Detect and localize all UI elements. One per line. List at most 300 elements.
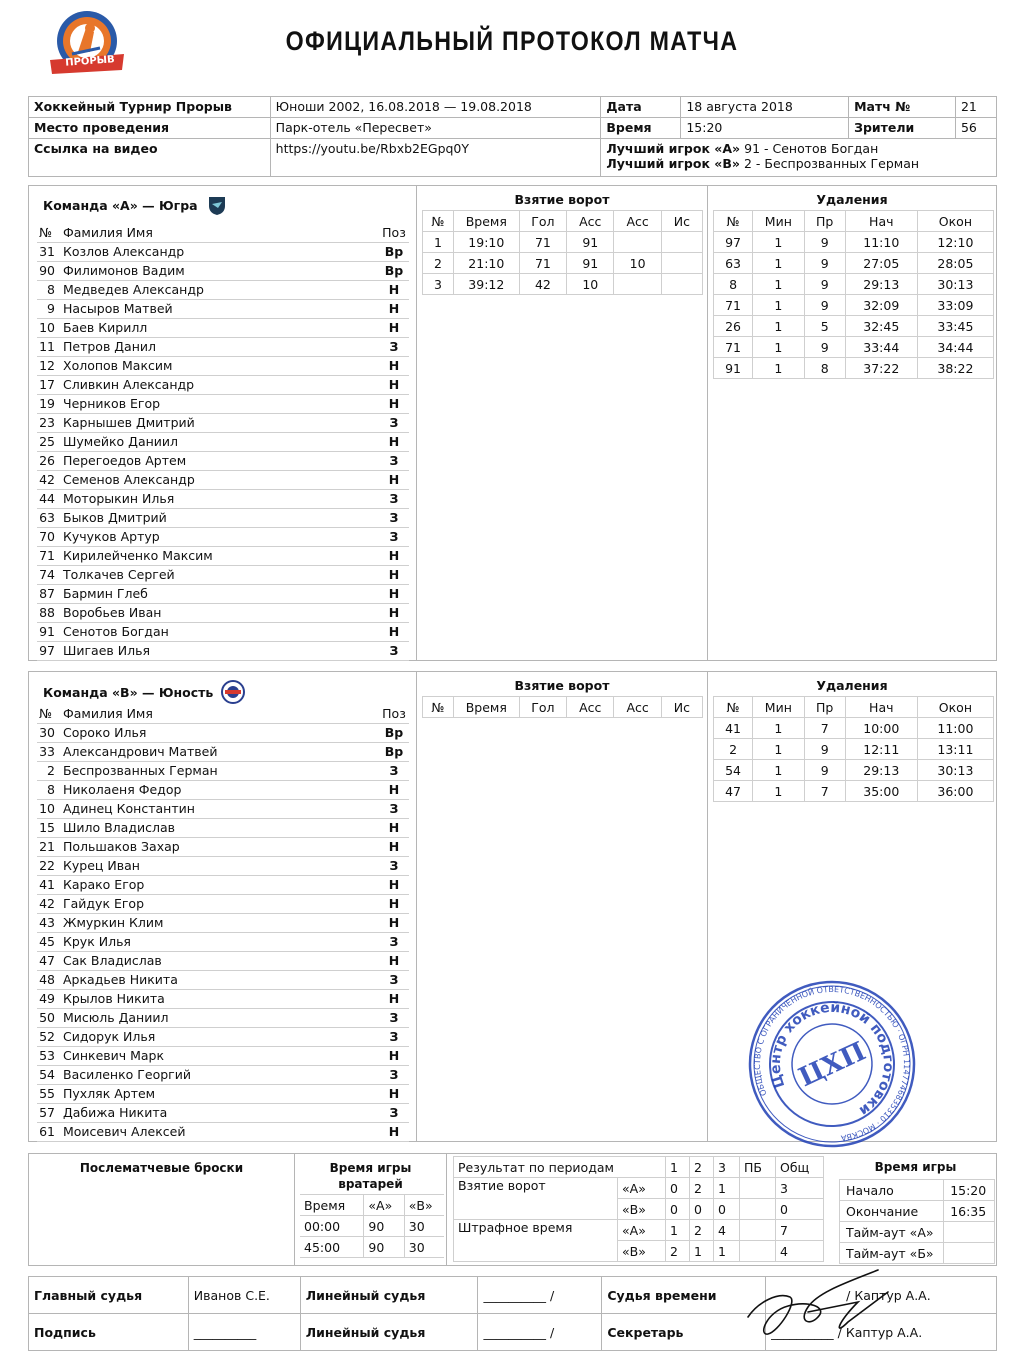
penalty-cell: 1 bbox=[753, 337, 804, 358]
name-header: Фамилия Имя bbox=[61, 704, 379, 723]
penalty-cell: 71 bbox=[714, 337, 753, 358]
player-number: 53 bbox=[37, 1046, 61, 1065]
timeout-a-value bbox=[944, 1222, 995, 1243]
goal-cell bbox=[614, 274, 661, 295]
player-name: Перегоедов Артем bbox=[61, 451, 379, 470]
player-name: Толкачев Сергей bbox=[61, 565, 379, 584]
penalty-cell: 29:13 bbox=[845, 274, 917, 295]
penalty-cell: 97 bbox=[714, 232, 753, 253]
date-value: 18 августа 2018 bbox=[681, 97, 849, 118]
player-name: Сливкин Александр bbox=[61, 375, 379, 394]
table-row bbox=[300, 1237, 444, 1258]
player-number: 47 bbox=[37, 951, 61, 970]
player-number: 30 bbox=[37, 723, 61, 742]
goal-cell: 10 bbox=[567, 274, 614, 295]
period-col: 3 bbox=[714, 1157, 740, 1178]
player-position: Н bbox=[379, 837, 409, 856]
player-position: З bbox=[379, 508, 409, 527]
player-name: Петров Данил bbox=[61, 337, 379, 356]
goals-a-p3: 1 bbox=[714, 1178, 740, 1199]
player-name: Козлов Александр bbox=[61, 242, 379, 261]
penalty-cell: 1 bbox=[753, 718, 804, 739]
goals-b-p3: 0 bbox=[714, 1199, 740, 1220]
player-number: 8 bbox=[37, 780, 61, 799]
video-label: Ссылка на видео bbox=[29, 139, 271, 177]
end-value: 16:35 bbox=[944, 1201, 995, 1222]
penalty-cell: 1 bbox=[753, 316, 804, 337]
period-col: Общ bbox=[776, 1157, 824, 1178]
player-name: Адинец Константин bbox=[61, 799, 379, 818]
team-b-roster bbox=[29, 672, 417, 1141]
table-row bbox=[37, 1103, 409, 1122]
team-b-penalties-title: Удаления bbox=[816, 678, 888, 693]
table-row bbox=[714, 232, 994, 253]
best-player-b-value: 2 - Беспрозванных Герман bbox=[743, 156, 920, 171]
penalty-cell: 8 bbox=[714, 274, 753, 295]
player-position: З bbox=[379, 413, 409, 432]
player-name: Карнышев Дмитрий bbox=[61, 413, 379, 432]
player-number: 54 bbox=[37, 1065, 61, 1084]
goalie-time-table bbox=[300, 1194, 444, 1258]
table-row bbox=[37, 932, 409, 951]
best-player-b-label: Лучший игрок «В» bbox=[606, 156, 740, 171]
game-time-table bbox=[839, 1179, 995, 1264]
goals-a-p2: 2 bbox=[690, 1178, 714, 1199]
tournament-value: Юноши 2002, 16.08.2018 — 19.08.2018 bbox=[270, 97, 601, 118]
player-position: Н bbox=[379, 875, 409, 894]
gk-b: 30 bbox=[404, 1216, 444, 1237]
game-time-section bbox=[835, 1154, 996, 1265]
spectators-label: Зрители bbox=[849, 118, 956, 139]
column-header: № bbox=[423, 697, 454, 718]
player-position: Н bbox=[379, 584, 409, 603]
table-row bbox=[37, 875, 409, 894]
player-position: З bbox=[379, 451, 409, 470]
gk-time: 00:00 bbox=[300, 1216, 364, 1237]
player-name: Сак Владислав bbox=[61, 951, 379, 970]
player-number: 61 bbox=[37, 1122, 61, 1141]
column-header: Асс bbox=[567, 697, 614, 718]
table-row bbox=[37, 742, 409, 761]
player-number: 8 bbox=[37, 280, 61, 299]
table-row bbox=[714, 358, 994, 379]
player-number: 15 bbox=[37, 818, 61, 837]
penalty-cell: 35:00 bbox=[845, 781, 917, 802]
table-row bbox=[37, 837, 409, 856]
team-a-players-table bbox=[37, 223, 409, 661]
player-name: Кучуков Артур bbox=[61, 527, 379, 546]
column-header: Время bbox=[453, 697, 519, 718]
table-row bbox=[37, 299, 409, 318]
player-number: 57 bbox=[37, 1103, 61, 1122]
table-row bbox=[37, 451, 409, 470]
player-name: Быков Дмитрий bbox=[61, 508, 379, 527]
table-row bbox=[37, 818, 409, 837]
column-header: Ис bbox=[661, 697, 702, 718]
date-label: Дата bbox=[601, 97, 681, 118]
player-number: 33 bbox=[37, 742, 61, 761]
team-a-penalties-title: Удаления bbox=[816, 192, 888, 207]
team-a-logo-icon bbox=[206, 194, 228, 216]
penalty-cell: 91 bbox=[714, 358, 753, 379]
player-number: 31 bbox=[37, 242, 61, 261]
stamp-center-text: ЦХП bbox=[794, 1036, 871, 1094]
team-b-goals-table bbox=[422, 696, 703, 718]
penalty-cell: 32:45 bbox=[845, 316, 917, 337]
table-row bbox=[37, 1084, 409, 1103]
player-position: З bbox=[379, 489, 409, 508]
player-number: 10 bbox=[37, 799, 61, 818]
table-row bbox=[37, 1122, 409, 1141]
company-stamp bbox=[748, 980, 916, 1148]
player-name: Василенко Георгий bbox=[61, 1065, 379, 1084]
team-a-header bbox=[43, 194, 228, 216]
best-player-a-value: 91 - Сенотов Богдан bbox=[744, 141, 879, 156]
table-header-row bbox=[714, 211, 994, 232]
player-position: З bbox=[379, 337, 409, 356]
penalty-cell: 11:10 bbox=[845, 232, 917, 253]
table-row bbox=[37, 261, 409, 280]
goal-cell: 71 bbox=[519, 253, 566, 274]
player-name: Сидорук Илья bbox=[61, 1027, 379, 1046]
table-header-row bbox=[423, 211, 703, 232]
player-name: Насыров Матвей bbox=[61, 299, 379, 318]
table-row bbox=[37, 856, 409, 875]
penalty-cell: 1 bbox=[753, 253, 804, 274]
best-player-a bbox=[606, 141, 991, 156]
penalty-cell: 9 bbox=[804, 760, 845, 781]
penalty-cell: 9 bbox=[804, 295, 845, 316]
player-number: 11 bbox=[37, 337, 61, 356]
player-name: Баев Кирилл bbox=[61, 318, 379, 337]
gk-b: 30 bbox=[404, 1237, 444, 1258]
timeout-a-label: Тайм-аут «А» bbox=[840, 1222, 944, 1243]
player-number: 42 bbox=[37, 470, 61, 489]
penalty-cell: 5 bbox=[804, 316, 845, 337]
table-row bbox=[37, 780, 409, 799]
tournament-label: Хоккейный Турнир Прорыв bbox=[29, 97, 271, 118]
player-position: Н bbox=[379, 356, 409, 375]
player-number: 91 bbox=[37, 622, 61, 641]
team-b-players-table bbox=[37, 704, 409, 1142]
name-header: Фамилия Имя bbox=[61, 223, 379, 242]
goalie-time-section bbox=[295, 1154, 447, 1265]
player-position: З bbox=[379, 856, 409, 875]
player-position: З bbox=[379, 1027, 409, 1046]
best-player-b bbox=[606, 156, 991, 171]
column-header: № bbox=[714, 697, 753, 718]
player-number: 90 bbox=[37, 261, 61, 280]
penalty-cell: 34:44 bbox=[917, 337, 993, 358]
team-b-penalties-table bbox=[713, 696, 994, 802]
team-b-short: «В» bbox=[618, 1241, 666, 1262]
player-position: З bbox=[379, 932, 409, 951]
goals-b-p1: 0 bbox=[666, 1199, 690, 1220]
secretary-label: Секретарь bbox=[602, 1314, 766, 1351]
pos-header: Поз bbox=[379, 223, 409, 242]
player-number: 88 bbox=[37, 603, 61, 622]
team-a-section bbox=[28, 185, 997, 661]
player-position: Н bbox=[379, 470, 409, 489]
table-row bbox=[714, 274, 994, 295]
column-header: Асс bbox=[614, 697, 661, 718]
stamp-ring-text: Центр хоккейной подготовки bbox=[767, 999, 897, 1119]
player-name: Курец Иван bbox=[61, 856, 379, 875]
player-number: 97 bbox=[37, 641, 61, 660]
gk-col-a: «А» bbox=[364, 1195, 404, 1216]
table-header-row bbox=[714, 697, 994, 718]
player-name: Аркадьев Никита bbox=[61, 970, 379, 989]
team-a-players-header bbox=[37, 223, 409, 242]
goals-a-total: 3 bbox=[776, 1178, 824, 1199]
table-row bbox=[37, 375, 409, 394]
player-position: З bbox=[379, 761, 409, 780]
player-position: З bbox=[379, 641, 409, 660]
table-row bbox=[423, 253, 703, 274]
player-name: Моторыкин Илья bbox=[61, 489, 379, 508]
table-row bbox=[37, 394, 409, 413]
signature-value: __________ bbox=[188, 1314, 300, 1351]
game-time-title: Время игры bbox=[874, 1160, 957, 1174]
goal-cell: 39:12 bbox=[453, 274, 519, 295]
player-position: Н bbox=[379, 565, 409, 584]
goal-cell: 2 bbox=[423, 253, 454, 274]
table-row bbox=[37, 337, 409, 356]
player-position: Н bbox=[379, 913, 409, 932]
table-row bbox=[37, 761, 409, 780]
penalty-cell: 1 bbox=[753, 232, 804, 253]
column-header: Пр bbox=[804, 211, 845, 232]
penalty-cell: 1 bbox=[753, 781, 804, 802]
player-position: Вр bbox=[379, 723, 409, 742]
player-number: 10 bbox=[37, 318, 61, 337]
goal-cell: 42 bbox=[519, 274, 566, 295]
player-number: 26 bbox=[37, 451, 61, 470]
player-position: З bbox=[379, 1008, 409, 1027]
table-row bbox=[37, 527, 409, 546]
stamp-outer-text: ОБЩЕСТВО С ОГРАНИЧЕННОЙ ОТВЕТСТВЕННОСТЬЮ · ОГРН 1147746835310 · МОСКВА bbox=[752, 984, 912, 1143]
linesman-label-2: Линейный судья bbox=[300, 1314, 478, 1351]
table-row bbox=[37, 413, 409, 432]
player-name: Бармин Глеб bbox=[61, 584, 379, 603]
table-header-row bbox=[423, 697, 703, 718]
goals-b-total: 0 bbox=[776, 1199, 824, 1220]
table-row bbox=[37, 1027, 409, 1046]
player-position: Н bbox=[379, 1122, 409, 1141]
player-name: Филимонов Вадим bbox=[61, 261, 379, 280]
goal-cell bbox=[661, 232, 702, 253]
goal-cell: 1 bbox=[423, 232, 454, 253]
venue-label: Место проведения bbox=[29, 118, 271, 139]
logo-banner: ПРОРЫВ bbox=[64, 54, 116, 69]
player-name: Мисюль Даниил bbox=[61, 1008, 379, 1027]
end-label: Окончание bbox=[840, 1201, 944, 1222]
table-row bbox=[37, 546, 409, 565]
player-position: З bbox=[379, 1103, 409, 1122]
best-players-cell bbox=[601, 139, 997, 177]
penalty-cell: 33:09 bbox=[917, 295, 993, 316]
column-header: Асс bbox=[614, 211, 661, 232]
penalty-cell: 37:22 bbox=[845, 358, 917, 379]
period-col: 1 bbox=[666, 1157, 690, 1178]
main-referee-label: Главный судья bbox=[29, 1277, 189, 1314]
table-row bbox=[37, 1046, 409, 1065]
table-row bbox=[714, 337, 994, 358]
team-a-goals bbox=[417, 186, 708, 660]
player-number: 43 bbox=[37, 913, 61, 932]
table-row bbox=[714, 295, 994, 316]
table-row bbox=[37, 799, 409, 818]
goals-b-p2: 0 bbox=[690, 1199, 714, 1220]
table-row bbox=[37, 584, 409, 603]
player-number: 25 bbox=[37, 432, 61, 451]
column-header: Гол bbox=[519, 211, 566, 232]
team-a-penalties bbox=[708, 186, 996, 660]
num-header: № bbox=[37, 223, 61, 242]
goal-cell: 71 bbox=[519, 232, 566, 253]
table-row bbox=[714, 316, 994, 337]
penalty-cell: 9 bbox=[804, 253, 845, 274]
player-position: З bbox=[379, 970, 409, 989]
goal-cell: 3 bbox=[423, 274, 454, 295]
player-name: Жмуркин Клим bbox=[61, 913, 379, 932]
player-number: 87 bbox=[37, 584, 61, 603]
player-number: 41 bbox=[37, 875, 61, 894]
timekeeper-value: / Каптур А.А. bbox=[766, 1277, 997, 1314]
player-number: 2 bbox=[37, 761, 61, 780]
start-label: Начало bbox=[840, 1180, 944, 1201]
column-header: Окон bbox=[917, 211, 993, 232]
player-name: Гайдук Егор bbox=[61, 894, 379, 913]
column-header: Нач bbox=[845, 211, 917, 232]
table-row bbox=[37, 318, 409, 337]
goalie-time-title-line2: вратарей bbox=[338, 1177, 403, 1191]
team-b-players-header bbox=[37, 704, 409, 723]
period-results-table bbox=[453, 1156, 824, 1262]
player-number: 21 bbox=[37, 837, 61, 856]
player-position: Н bbox=[379, 394, 409, 413]
page-title: ОФИЦИАЛЬНЫЙ ПРОТОКОЛ МАТЧА bbox=[285, 26, 739, 56]
goal-cell: 19:10 bbox=[453, 232, 519, 253]
period-col: ПБ bbox=[740, 1157, 776, 1178]
player-name: Кирилейченко Максим bbox=[61, 546, 379, 565]
video-link[interactable]: https://youtu.be/Rbxb2EGpq0Y bbox=[270, 139, 601, 177]
penalty-cell: 8 bbox=[804, 358, 845, 379]
team-a-penalties-table bbox=[713, 210, 994, 379]
penalty-cell: 13:11 bbox=[917, 739, 993, 760]
player-position: Н bbox=[379, 546, 409, 565]
team-b-title: Команда «В» — Юность bbox=[43, 684, 214, 700]
table-row bbox=[37, 970, 409, 989]
pos-header: Поз bbox=[379, 704, 409, 723]
player-number: 74 bbox=[37, 565, 61, 584]
timeout-b-label: Тайм-аут «Б» bbox=[840, 1243, 944, 1264]
team-a-title: Команда «А» — Югра bbox=[43, 197, 198, 213]
pim-b-p3: 1 bbox=[714, 1241, 740, 1262]
table-row bbox=[37, 1065, 409, 1084]
table-row bbox=[423, 274, 703, 295]
player-number: 22 bbox=[37, 856, 61, 875]
team-b-logo-icon bbox=[221, 680, 245, 704]
goal-cell bbox=[661, 253, 702, 274]
player-number: 49 bbox=[37, 989, 61, 1008]
table-row bbox=[714, 760, 994, 781]
column-header: № bbox=[423, 211, 454, 232]
goals-label: Взятие ворот bbox=[454, 1178, 618, 1220]
shootout-title: Послематчевые броски bbox=[29, 1154, 295, 1265]
goal-cell: 21:10 bbox=[453, 253, 519, 274]
time-label: Время bbox=[601, 118, 681, 139]
player-name: Моисевич Алексей bbox=[61, 1122, 379, 1141]
player-name: Черников Егор bbox=[61, 394, 379, 413]
penalty-cell: 9 bbox=[804, 232, 845, 253]
linesman-value-2: __________ / bbox=[478, 1314, 602, 1351]
team-a-roster bbox=[29, 186, 417, 660]
penalty-cell: 33:44 bbox=[845, 337, 917, 358]
table-row bbox=[37, 565, 409, 584]
player-position: Н bbox=[379, 432, 409, 451]
signature-label: Подпись bbox=[29, 1314, 189, 1351]
penalty-cell: 1 bbox=[753, 358, 804, 379]
player-number: 48 bbox=[37, 970, 61, 989]
player-name: Карако Егор bbox=[61, 875, 379, 894]
table-row bbox=[37, 894, 409, 913]
penalty-cell: 10:00 bbox=[845, 718, 917, 739]
player-number: 44 bbox=[37, 489, 61, 508]
period-col: 2 bbox=[690, 1157, 714, 1178]
best-player-a-label: Лучший игрок «А» bbox=[606, 141, 741, 156]
column-header: Гол bbox=[519, 697, 566, 718]
match-info-table bbox=[28, 96, 997, 177]
table-row bbox=[714, 781, 994, 802]
player-number: 71 bbox=[37, 546, 61, 565]
player-number: 50 bbox=[37, 1008, 61, 1027]
column-header: Пр bbox=[804, 697, 845, 718]
timekeeper-label: Судья времени bbox=[602, 1277, 766, 1314]
player-position: Вр bbox=[379, 242, 409, 261]
timeout-b-value bbox=[944, 1243, 995, 1264]
column-header: Мин bbox=[753, 211, 804, 232]
secretary-value: __________ / Каптур А.А. bbox=[766, 1314, 997, 1351]
player-name: Холопов Максим bbox=[61, 356, 379, 375]
player-name: Пухляк Артем bbox=[61, 1084, 379, 1103]
player-name: Синкевич Марк bbox=[61, 1046, 379, 1065]
player-position: Н bbox=[379, 951, 409, 970]
team-b-goals bbox=[417, 672, 708, 1141]
column-header: Мин bbox=[753, 697, 804, 718]
goals-a-p1: 0 bbox=[666, 1178, 690, 1199]
match-number-label: Матч № bbox=[849, 97, 956, 118]
player-name: Медведев Александр bbox=[61, 280, 379, 299]
main-referee-value: Иванов С.Е. bbox=[188, 1277, 300, 1314]
player-position: Н bbox=[379, 1046, 409, 1065]
periods-label: Результат по периодам bbox=[454, 1157, 666, 1178]
penalty-cell: 54 bbox=[714, 760, 753, 781]
player-position: Н bbox=[379, 1084, 409, 1103]
penalty-cell: 47 bbox=[714, 781, 753, 802]
player-name: Семенов Александр bbox=[61, 470, 379, 489]
player-name: Шумейко Даниил bbox=[61, 432, 379, 451]
player-name: Дабижа Никита bbox=[61, 1103, 379, 1122]
player-position: Н bbox=[379, 318, 409, 337]
player-name: Беспрозванных Герман bbox=[61, 761, 379, 780]
goalie-time-title bbox=[295, 1154, 446, 1192]
handwritten-signature bbox=[738, 1262, 898, 1352]
pim-a-p2: 2 bbox=[690, 1220, 714, 1241]
table-row bbox=[37, 489, 409, 508]
goal-cell: 91 bbox=[567, 253, 614, 274]
table-row bbox=[714, 253, 994, 274]
